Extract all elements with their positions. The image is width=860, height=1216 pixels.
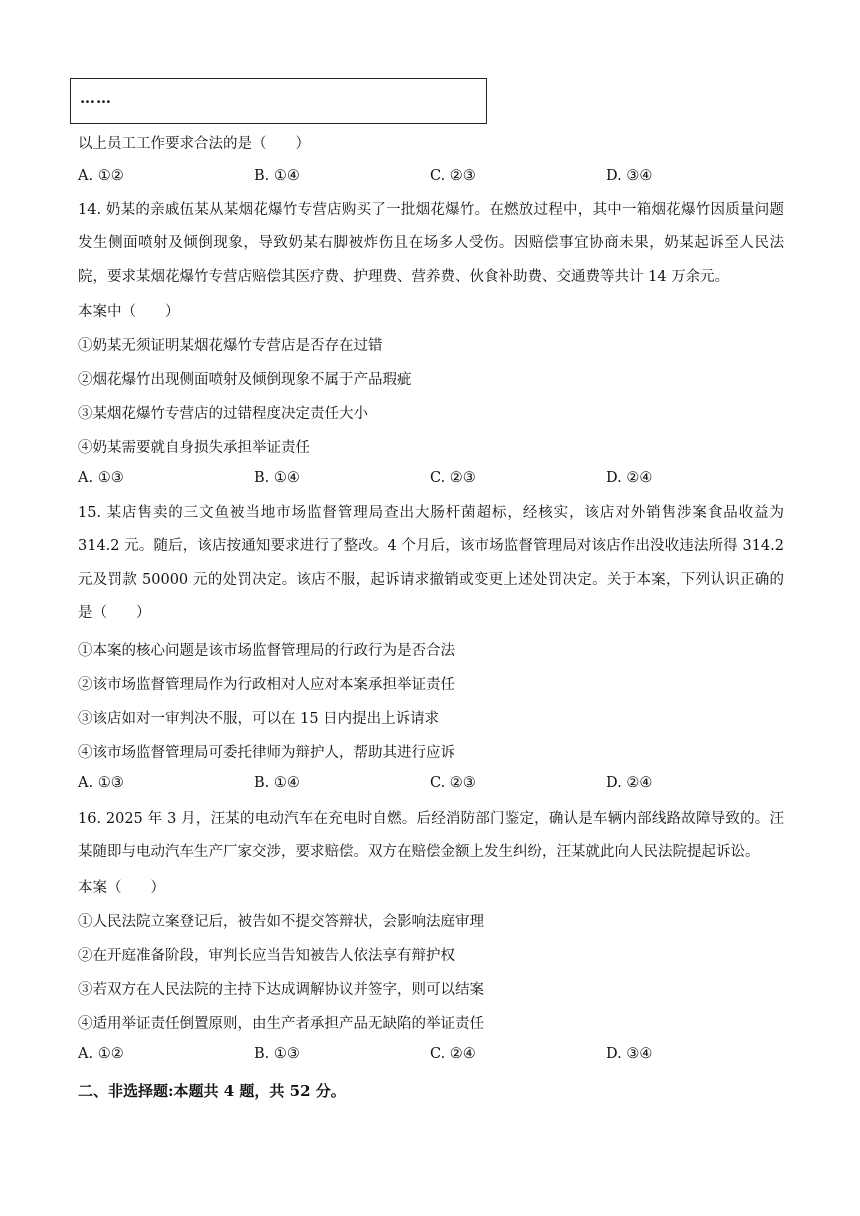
q15-option-d: D. ②④ xyxy=(606,775,653,791)
q16-option-b: B. ①③ xyxy=(254,1046,300,1062)
q14-stem: 本案中（ ） xyxy=(78,304,180,320)
q16-option-c: C. ②④ xyxy=(430,1046,476,1062)
q16-option-a: A. ①② xyxy=(78,1046,124,1062)
q14-statement-3: ③某烟花爆竹专营店的过错程度决定责任大小 xyxy=(78,406,368,422)
q15-statement-1: ①本案的核心问题是该市场监督管理局的行政行为是否合法 xyxy=(78,643,455,659)
q14-statement-4: ④奶某需要就自身损失承担举证责任 xyxy=(78,440,310,456)
q14-option-a: A. ①③ xyxy=(78,470,124,486)
q14-option-d: D. ②④ xyxy=(606,470,653,486)
q14-statement-1: ①奶某无须证明某烟花爆竹专营店是否存在过错 xyxy=(78,338,383,354)
q16-option-d: D. ③④ xyxy=(606,1046,653,1062)
q16-stem: 本案（ ） xyxy=(78,880,165,896)
q14-option-c: C. ②③ xyxy=(430,470,476,486)
q16-text: 16. 2025 年 3 月，汪某的电动汽车在充电时自燃。后经消防部门鉴定，确认是车辆内部线路故障导致的。汪某随即与电动汽车生产厂家交涉，要求赔偿。双方在赔偿金额上发生纠纷，汪某就此向人民法院提起诉讼。 xyxy=(78,811,784,861)
q14-option-b: B. ①④ xyxy=(254,470,300,486)
q14-statement-2: ②烟花爆竹出现侧面喷射及倾倒现象不属于产品瑕疵 xyxy=(78,372,412,388)
quote-box-ellipsis: …… xyxy=(80,89,112,107)
q14-text: 14. 奶某的亲戚伍某从某烟花爆竹专营店购买了一批烟花爆竹。在燃放过程中，其中一箱烟花爆竹因质量问题发生侧面喷射及倾倒现象，导致奶某右脚被炸伤且在场多人受伤。因赔偿事宜协商未果，奶某起诉至人民法院，要求某烟花爆竹专营店赔偿其医疗费、护理费、营养费、伙食补助费、交通费等共计 14 万余元。 xyxy=(78,202,784,285)
q15-statement-2: ②该市场监督管理局作为行政相对人应对本案承担举证责任 xyxy=(78,677,455,693)
q15-statement-3: ③该店如对一审判决不服，可以在 15 日内提出上诉请求 xyxy=(78,711,440,727)
q16-statement-4: ④适用举证责任倒置原则，由生产者承担产品无缺陷的举证责任 xyxy=(78,1016,484,1032)
q13-stem: 以上员工工作要求合法的是（ ） xyxy=(78,136,310,152)
q15-text: 15. 某店售卖的三文鱼被当地市场监督管理局查出大肠杆菌超标，经核实，该店对外销售涉案食品收益为 314.2 元。随后，该店按通知要求进行了整改。4 个月后，该市场监督管理局对该店作出没收违法所得 314.2 元及罚款 50000 元的处罚决定。该店不服，起诉请求撤销或变更上述处罚决定。关于本案，下列认识正确的是（ ） xyxy=(78,505,784,622)
q15-option-c: C. ②③ xyxy=(430,775,476,791)
q15-statement-4: ④该市场监督管理局可委托律师为辩护人，帮助其进行应诉 xyxy=(78,745,455,761)
q16-statement-2: ②在开庭准备阶段，审判长应当告知被告人依法享有辩护权 xyxy=(78,948,455,964)
q16-statement-3: ③若双方在人民法院的主持下达成调解协议并签字，则可以结案 xyxy=(78,982,484,998)
q16-statement-1: ①人民法院立案登记后，被告如不提交答辩状，会影响法庭审理 xyxy=(78,914,484,930)
q13-option-d: D. ③④ xyxy=(606,168,653,184)
quote-box xyxy=(70,78,487,124)
q13-option-a: A. ①② xyxy=(78,168,124,184)
section-heading: 二、非选择题:本题共 4 题，共 52 分。 xyxy=(78,1082,346,1100)
q15-option-a: A. ①③ xyxy=(78,775,124,791)
q13-option-b: B. ①④ xyxy=(254,168,300,184)
q13-option-c: C. ②③ xyxy=(430,168,476,184)
q15-option-b: B. ①④ xyxy=(254,775,300,791)
